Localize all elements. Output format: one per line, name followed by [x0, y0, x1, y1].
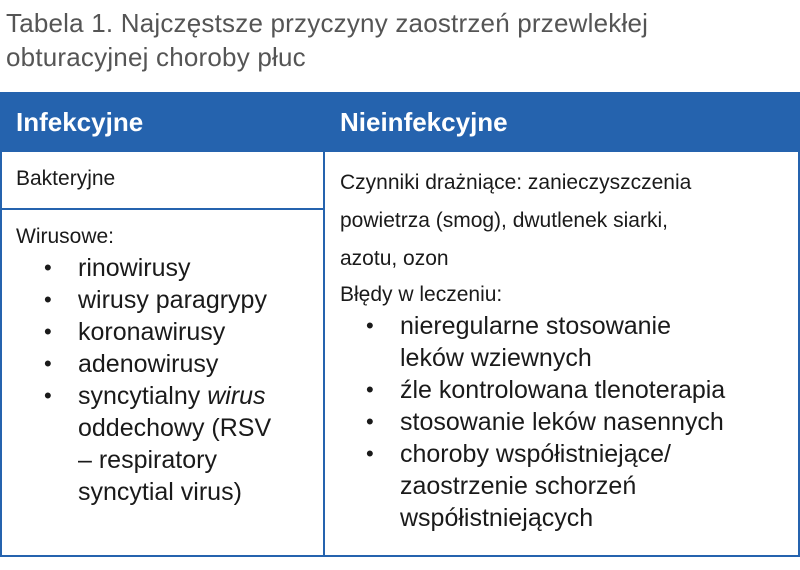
bullet-icon: •	[366, 409, 374, 434]
irritants-text: Czynniki drażniące: zanieczyszczenia powietrza (smog), dwutlenek siarki, azotu, ozon	[340, 171, 692, 270]
caption-line-2: obturacyjnej choroby płuc	[6, 42, 306, 72]
list-item: • źle kontrolowana tlenoterapia	[366, 376, 726, 404]
list-item: • koronawirusy	[44, 318, 226, 346]
bullet-icon: •	[366, 313, 374, 338]
bullet-icon: •	[44, 255, 52, 280]
bullet-icon: •	[44, 287, 52, 312]
list-item: • rinowirusy	[44, 254, 191, 282]
cell-wirusowe	[16, 222, 316, 508]
list-item-rsv: • syncytialny wirus oddechowy (RSV – respiratory syncytial virus)	[44, 382, 272, 506]
bullet-icon: •	[366, 441, 374, 466]
bullet-icon: •	[44, 383, 52, 408]
cell-bakteryjne: Bakteryjne	[16, 167, 116, 190]
list-item: • stosowanie leków nasennych	[366, 408, 724, 436]
bullet-icon: •	[44, 351, 52, 376]
viral-list	[16, 252, 316, 508]
row-divider	[2, 208, 323, 210]
cell-nieinfekcyjne	[340, 164, 790, 534]
list-item: • adenowirusy	[44, 350, 219, 378]
list-item: • choroby współistniejące/ zaostrzenie schorzeń współistniejących	[366, 440, 671, 532]
caption-line-1: Tabela 1. Najczęstsze przyczyny zaostrzeń przewlekłej	[6, 8, 649, 38]
bullet-icon: •	[44, 319, 52, 344]
list-item: • nieregularne stosowanie leków wziewnych	[366, 312, 672, 372]
column-divider	[323, 152, 325, 555]
errors-label: Błędy w leczeniu:	[340, 283, 503, 306]
table-header	[2, 94, 798, 152]
list-item: • wirusy paragrypy	[44, 286, 267, 314]
wirusowe-label: Wirusowe:	[16, 225, 115, 248]
bullet-icon: •	[366, 377, 374, 402]
table-caption	[6, 6, 786, 74]
causes-table	[0, 92, 800, 557]
header-nieinfekcyjne: Nieinfekcyjne	[340, 107, 508, 137]
errors-list	[340, 310, 790, 534]
header-infekcyjne: Infekcyjne	[16, 107, 144, 137]
